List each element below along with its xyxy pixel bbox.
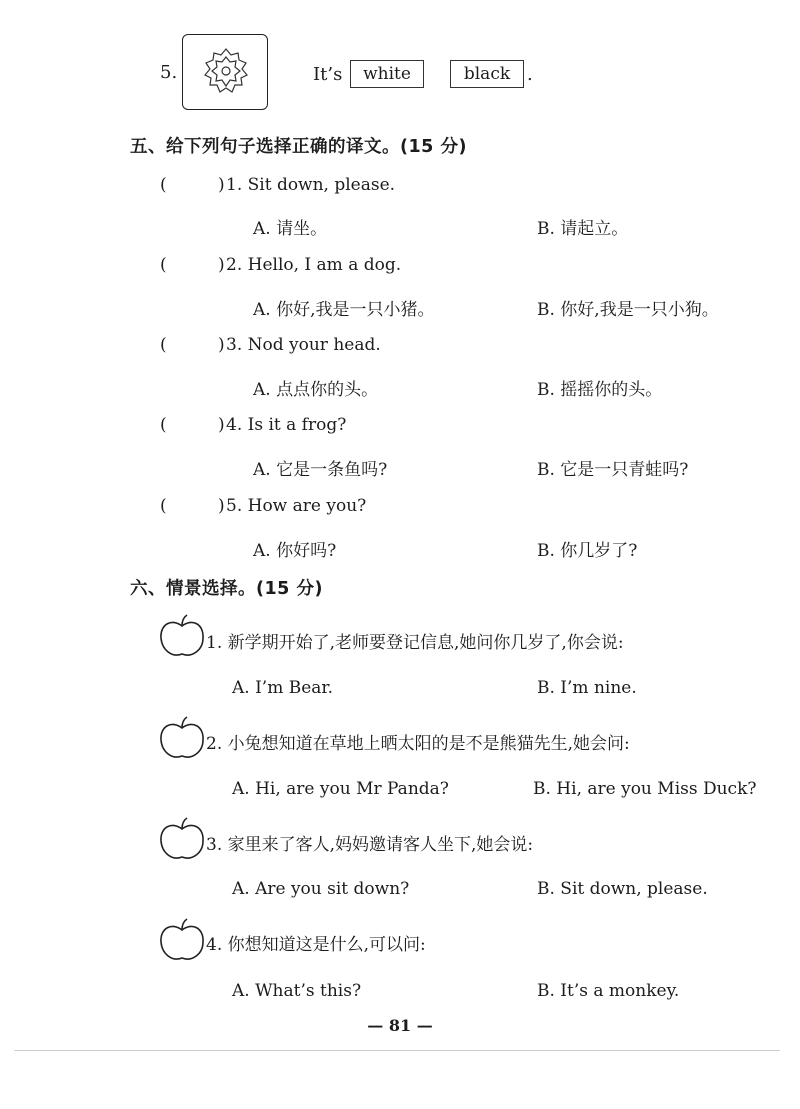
option-a: A. 点点你的头。 xyxy=(253,380,379,400)
item-stem: 4. Is it a frog? xyxy=(226,415,347,435)
answer-paren-open[interactable]: ( xyxy=(160,496,167,516)
option-a: A. Are you sit down? xyxy=(232,879,410,899)
answer-paren-close: ) xyxy=(218,415,225,435)
sentence-period: . xyxy=(527,64,533,85)
option-b: B. It’s a monkey. xyxy=(537,981,680,1001)
option-b: B. I’m nine. xyxy=(537,678,637,698)
item-stem: 3. Nod your head. xyxy=(226,335,381,355)
item-stem: 3. 家里来了客人,妈妈邀请客人坐下,她会说: xyxy=(206,835,534,855)
option-b: B. 摇摇你的头。 xyxy=(537,380,663,400)
answer-paren-close: ) xyxy=(218,335,225,355)
option-b: B. Sit down, please. xyxy=(537,879,708,899)
option-a: A. Hi, are you Mr Panda? xyxy=(232,779,449,799)
answer-paren-close: ) xyxy=(218,175,225,195)
choice-white[interactable]: white xyxy=(350,60,424,88)
item-stem: 5. How are you? xyxy=(226,496,367,516)
apple-answer-icon[interactable] xyxy=(158,918,206,964)
choice-black[interactable]: black xyxy=(450,60,524,88)
snowflake-picture-box xyxy=(182,34,268,110)
option-b: B. 它是一只青蛙吗? xyxy=(537,460,689,480)
answer-paren-open[interactable]: ( xyxy=(160,415,167,435)
answer-paren-open[interactable]: ( xyxy=(160,175,167,195)
apple-answer-icon[interactable] xyxy=(158,817,206,863)
item-stem: 1. Sit down, please. xyxy=(226,175,396,195)
snowflake-icon xyxy=(203,47,249,97)
section-6-title: 六、情景选择。(15 分) xyxy=(130,579,323,599)
option-a: A. What’s this? xyxy=(232,981,362,1001)
answer-paren-open[interactable]: ( xyxy=(160,255,167,275)
item-stem: 1. 新学期开始了,老师要登记信息,她问你几岁了,你会说: xyxy=(206,633,624,653)
option-b: B. 请起立。 xyxy=(537,219,629,239)
section-5-title: 五、给下列句子选择正确的译文。(15 分) xyxy=(130,137,467,157)
apple-answer-icon[interactable] xyxy=(158,716,206,762)
option-b: B. Hi, are you Miss Duck? xyxy=(533,779,757,799)
option-a: A. 你好吗? xyxy=(253,541,337,561)
answer-paren-close: ) xyxy=(218,255,225,275)
answer-paren-close: ) xyxy=(218,496,225,516)
apple-answer-icon[interactable] xyxy=(158,614,206,660)
option-a: A. I’m Bear. xyxy=(232,678,334,698)
option-a: A. 你好,我是一只小猪。 xyxy=(253,300,435,320)
footer-divider xyxy=(14,1050,780,1051)
option-b: B. 你几岁了? xyxy=(537,541,638,561)
item-stem: 2. Hello, I am a dog. xyxy=(226,255,402,275)
item-stem: 4. 你想知道这是什么,可以问: xyxy=(206,935,426,955)
answer-paren-open[interactable]: ( xyxy=(160,335,167,355)
item-stem: 2. 小兔想知道在草地上晒太阳的是不是熊猫先生,她会问: xyxy=(206,734,630,754)
option-a: A. 请坐。 xyxy=(253,219,328,239)
question-number: 5. xyxy=(160,62,178,83)
option-a: A. 它是一条鱼吗? xyxy=(253,460,388,480)
page-number: — 81 — xyxy=(367,1016,433,1035)
option-b: B. 你好,我是一只小狗。 xyxy=(537,300,719,320)
sentence-prefix: It’s xyxy=(313,64,343,85)
